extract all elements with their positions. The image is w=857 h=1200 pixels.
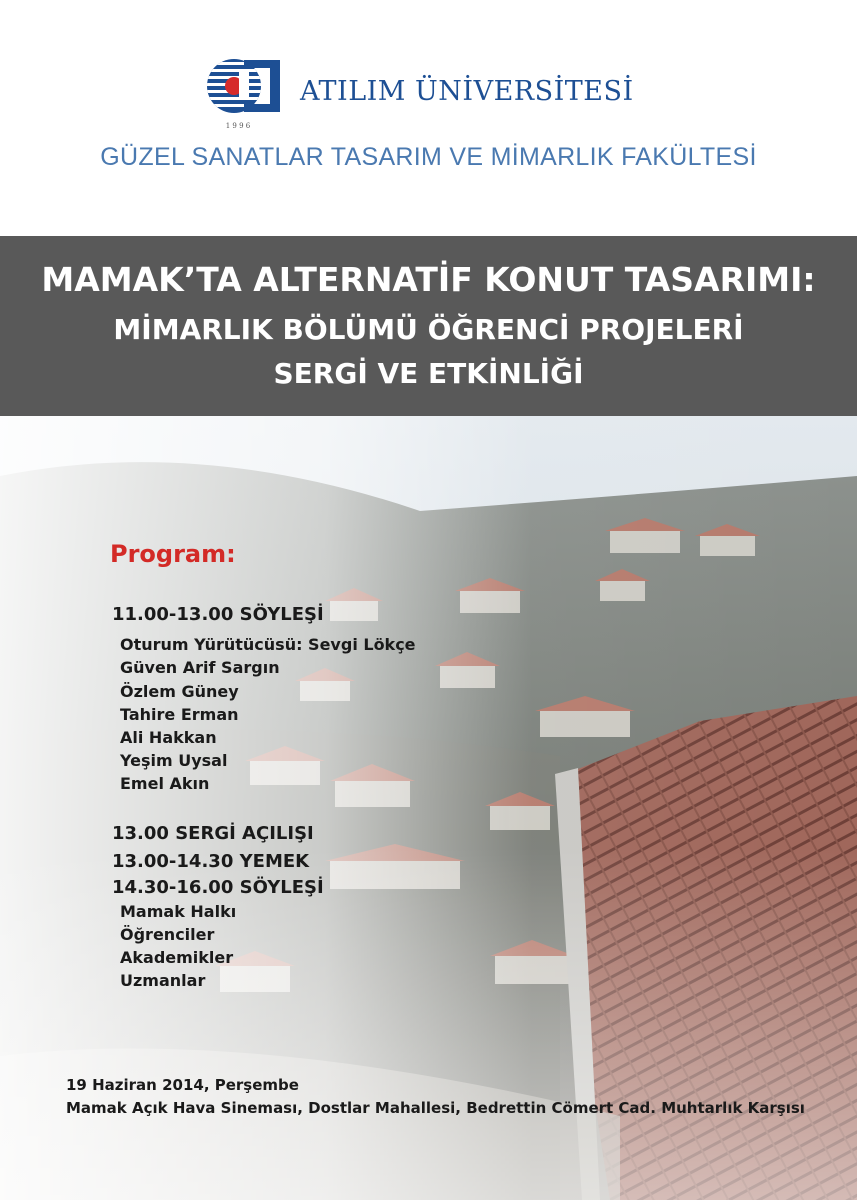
exhibition-opening-time: 13.00 SERGİ AÇILIŞI <box>112 823 314 844</box>
banner-title-line-3: SERGİ VE ETKİNLİĞİ <box>273 357 584 390</box>
university-logo-icon <box>204 56 284 132</box>
speaker-name: Güven Arif Sargın <box>120 658 280 677</box>
logo-year: 1 9 9 6 <box>225 122 251 130</box>
poster-header <box>0 0 857 236</box>
session-2-time: 14.30-16.00 SÖYLEŞİ <box>112 877 324 898</box>
moderator-name: Oturum Yürütücüsü: Sevgi Lökçe <box>120 635 416 654</box>
speaker-name: Yeşim Uysal <box>120 751 228 770</box>
speaker-name: Ali Hakkan <box>120 728 217 747</box>
university-name: ATILIM ÜNİVERSİTESİ <box>300 76 634 107</box>
speaker-name: Özlem Güney <box>120 682 239 701</box>
faculty-name: GÜZEL SANATLAR TASARIM VE MİMARLIK FAKÜLTESİ <box>100 143 757 171</box>
speaker-name: Emel Akın <box>120 774 210 793</box>
program-heading: Program: <box>110 540 236 568</box>
event-venue: Mamak Açık Hava Sineması, Dostlar Mahallesi, Bedrettin Cömert Cad. Muhtarlık Karşısı <box>66 1099 805 1117</box>
banner-title-line-2: MİMARLIK BÖLÜMÜ ÖĞRENCİ PROJELERİ <box>113 313 744 346</box>
participant-group: Öğrenciler <box>120 925 215 944</box>
session-1-time: 11.00-13.00 SÖYLEŞİ <box>112 604 324 625</box>
participant-group: Mamak Halkı <box>120 902 237 921</box>
speaker-name: Tahire Erman <box>120 705 239 724</box>
participant-group: Akademikler <box>120 948 234 967</box>
title-banner <box>0 236 857 416</box>
banner-title-line-1: MAMAK’TA ALTERNATİF KONUT TASARIMI: <box>41 260 816 299</box>
lunch-time: 13.00-14.30 YEMEK <box>112 851 310 872</box>
event-date: 19 Haziran 2014, Perşembe <box>66 1076 299 1094</box>
participant-group: Uzmanlar <box>120 971 206 990</box>
